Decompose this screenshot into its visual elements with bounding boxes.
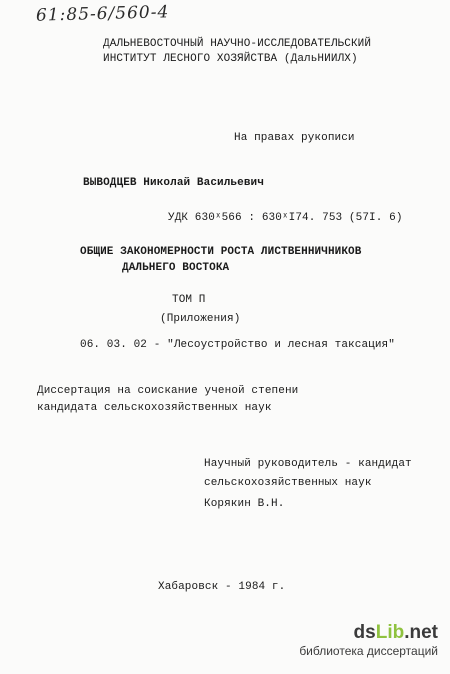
supervisor-name: Корякин В.Н. xyxy=(204,498,285,510)
handwritten-archive-number: 61:85-6/560-4 xyxy=(35,2,170,26)
dissertation-line-1: Диссертация на соискание ученой степени xyxy=(37,385,299,397)
title-line-1: ОБЩИЕ ЗАКОНОМЕРНОСТИ РОСТА ЛИСТВЕННИЧНИКОВ xyxy=(80,246,362,258)
title-line-2: ДАЛЬНЕГО ВОСТОКА xyxy=(122,262,230,274)
author-name: ВЫВОДЦЕВ Николай Васильевич xyxy=(83,177,264,189)
dslib-logo xyxy=(299,622,438,644)
appendix-label: (Приложения) xyxy=(160,313,241,325)
supervisor-line-2: сельскохозяйственных наук xyxy=(204,477,372,489)
rights-note: На правах рукописи xyxy=(234,132,355,144)
institution-line-2: ИНСТИТУТ ЛЕСНОГО ХОЗЯЙСТВА (ДальНИИЛХ) xyxy=(103,53,358,65)
specialty-code: 06. 03. 02 - "Лесоустройство и лесная таксация" xyxy=(80,339,395,351)
volume-label: ТОМ П xyxy=(172,294,206,306)
dissertation-line-2: кандидата сельскохозяйственных наук xyxy=(37,402,272,414)
logo-lib: Lib xyxy=(375,622,405,643)
watermark-subtitle: библиотека диссертаций xyxy=(299,644,438,658)
dslib-watermark xyxy=(299,622,438,659)
udk-code: УДК 630ˣ566 : 630ˣI74. 753 (57I. 6) xyxy=(168,212,403,224)
logo-ds: ds xyxy=(353,622,376,643)
institution-line-1: ДАЛЬНЕВОСТОЧНЫЙ НАУЧНО-ИССЛЕДОВАТЕЛЬСКИЙ xyxy=(103,38,372,50)
logo-net: .net xyxy=(404,622,438,643)
supervisor-line-1: Научный руководитель - кандидат xyxy=(204,458,412,470)
place-and-year: Хабаровск - 1984 г. xyxy=(158,581,286,593)
